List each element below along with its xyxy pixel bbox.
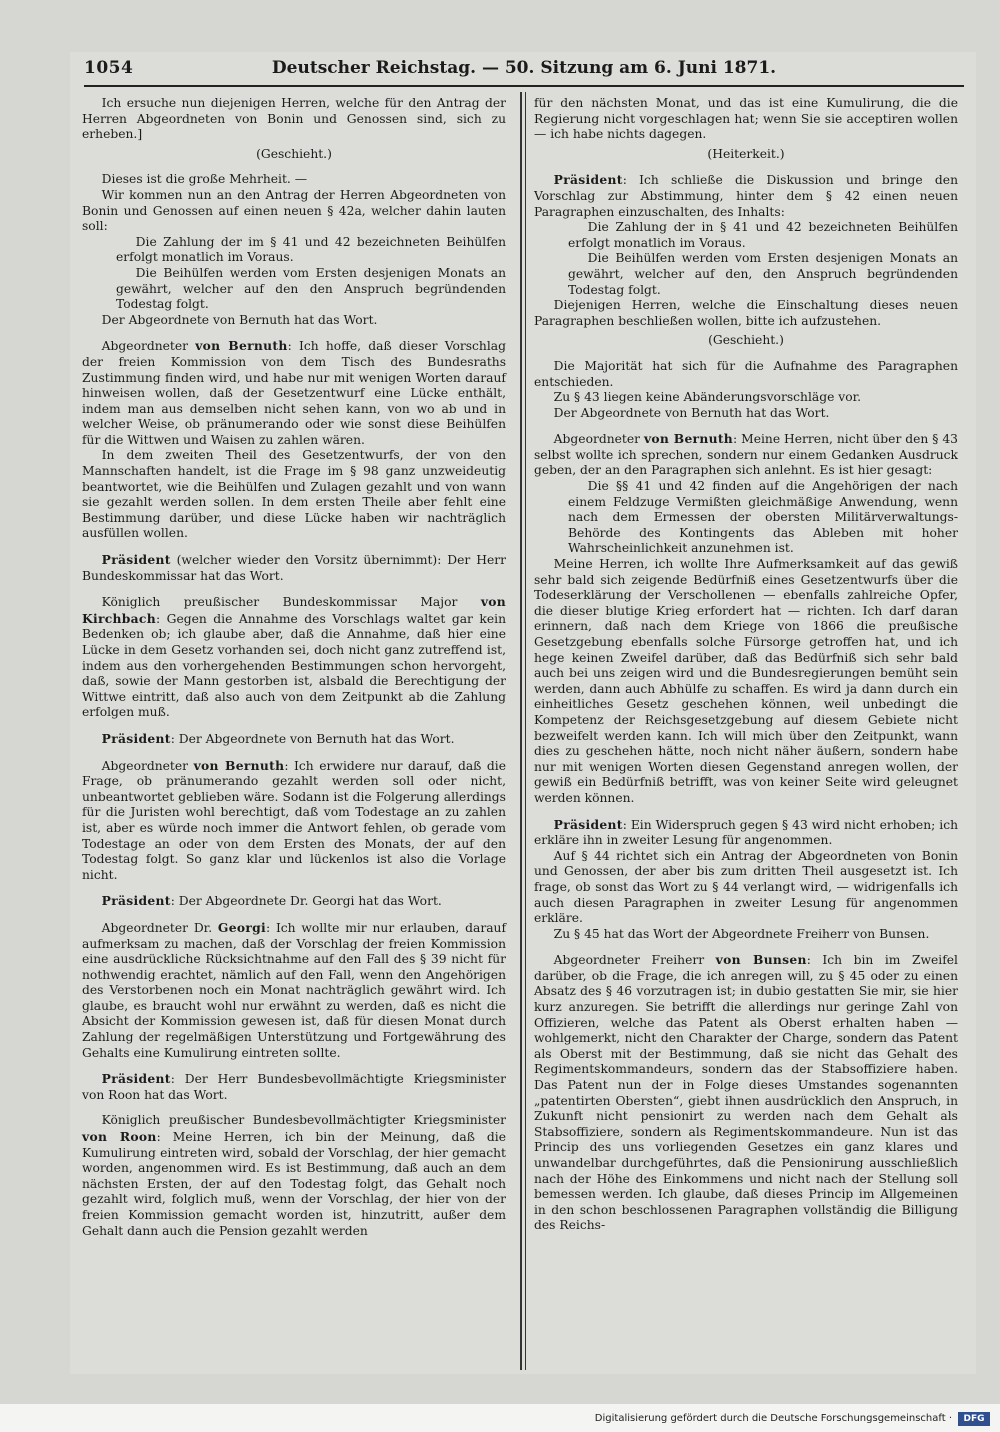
speaker-name: Präsident	[101, 552, 171, 568]
speech-text: : Meine Herren, ich bin der Meinung, daß die Kumulirung eintreten wird, sobald der Vorschlag, der hier gemacht worden, angenommen wird. Es ist Bestimmung, daß auch an dem nächsten Ersten, der auf den Todestag folgt, das Gehalt noch gezahlt wird, folglich muß, wenn der Vorschlag, der hier von der freien Kommission gemacht worden ist, hinzutritt, außer dem Gehalt dann auch die Pension gezahlt werden	[82, 1130, 506, 1238]
right-column	[534, 96, 958, 1234]
quoted-paragraph: Die Zahlung der in § 41 und 42 bezeichneten Beihülfen erfolgt monatlich im Voraus.	[568, 220, 958, 250]
speech-paragraph	[82, 920, 506, 1061]
dfg-logo: DFG	[958, 1412, 990, 1426]
speaker-name: von Bernuth	[643, 431, 734, 447]
speaker-name: Georgi	[217, 919, 266, 935]
speaker-name: Präsident	[101, 1071, 171, 1087]
speaker-title: Abgeordneter Dr.	[101, 920, 218, 935]
speaker-name: von Bernuth	[193, 757, 285, 773]
speaker-title: Abgeordneter	[101, 339, 196, 354]
header-rule	[84, 85, 964, 87]
body-paragraph: Diejenigen Herren, welche die Einschaltung dieses neuen Paragraphen beschließen wollen, bitte ich aufzustehen.	[534, 298, 958, 328]
speech-paragraph	[82, 552, 506, 584]
speech-paragraph	[82, 758, 506, 884]
stage-direction: (Geschieht.)	[708, 333, 784, 348]
body-paragraph: Der Abgeordnete von Bernuth hat das Wort.	[553, 405, 830, 420]
speech-paragraph	[534, 952, 958, 1234]
speech-text: : Der Abgeordnete Dr. Georgi hat das Wort.	[170, 894, 442, 909]
speaker-name: Präsident	[553, 816, 623, 832]
speech-text: : Ich hoffe, daß dieser Vorschlag der freien Kommission von dem Tisch des Bundesraths Zustimmung finden wird, und habe nur mit wenigen Worten darauf hinweisen wollen, daß der Gesetzentwurf eine Lücke enthält, indem man aus demselben nicht sehen kann, von wo ab und in welcher Weise, ob pränumerando oder wie sonst diese Beihülfen für die Wittwen und Waisen zu zahlen wären.	[82, 339, 506, 447]
speech-text: : Ich schließe die Diskussion und bringe den Vorschlag zur Abstimmung, hinter dem § 42 einen neuen Paragraphen einzuschalten, des Inhalts:	[534, 173, 958, 219]
speech-paragraph	[82, 1071, 506, 1103]
body-paragraph: für den nächsten Monat, und das ist eine Kumulirung, die die Regierung nicht vorgeschlagen hat; wenn Sie sie acceptiren wollen — ich habe nichts dagegen.	[534, 96, 958, 142]
speech-text: : Der Herr Bundesbevollmächtigte Kriegsminister von Roon hat das Wort.	[82, 1072, 506, 1102]
left-column	[82, 96, 506, 1239]
document-page	[70, 52, 976, 1374]
footer-credit: Digitalisierung gefördert durch die Deutsche Forschungsgemeinschaft ·	[594, 1413, 952, 1424]
quoted-paragraph: Die Beihülfen werden vom Ersten desjenigen Monats an gewährt, welcher auf den den Anspruch begründenden Todestag folgt.	[116, 265, 506, 312]
speech-paragraph	[82, 731, 506, 748]
speaker-name: Präsident	[101, 893, 171, 909]
speaker-title: Königlich preußischer Bundesbevollmächtigter Kriegsminister	[101, 1113, 506, 1128]
speech-paragraph	[82, 594, 506, 721]
speech-text: : Der Abgeordnete von Bernuth hat das Wort.	[170, 731, 455, 746]
speech-text: : Ich erwidere nur darauf, daß die Frage, ob pränumerando gezahlt werden soll oder nicht, unbeantwortet geblieben wäre. Sodann ist die Folgerung allerdings für die Juristen wohl berechtigt, daß vom Todestage an zu zahlen ist, aber es würde noch immer die Antwort fehlen, ob gerade vom Todestage an oder von dem Ersten des Monats, der auf den Todestag folgt. So ganz klar und lückenlos ist also die Vorlage nicht.	[82, 758, 507, 882]
quoted-paragraph: Die §§ 41 und 42 finden auf die Angehörigen der nach einem Feldzuge Vermißten gleichmäßige Anwendung, wenn nach dem Ermessen der obersten Militärverwaltungs-Behörde des Kontingents das Ableben mit hoher Wahrscheinlichkeit anzunehmen ist.	[568, 479, 958, 556]
column-divider	[520, 92, 526, 1370]
speaker-name: Präsident	[553, 172, 623, 188]
page-header	[84, 58, 964, 82]
body-paragraph: Ich ersuche nun diejenigen Herren, welche für den Antrag der Herren Abgeordneten von Bonin und Genossen sind, sich zu erheben.]	[82, 96, 506, 142]
quoted-paragraph: Die Zahlung der im § 41 und 42 bezeichneten Beihülfen erfolgt monatlich im Voraus.	[116, 234, 506, 265]
speaker-title: Abgeordneter	[553, 432, 644, 447]
body-paragraph: Wir kommen nun an den Antrag der Herren Abgeordneten von Bonin und Genossen auf einen neuen § 42a, welcher dahin lauten soll:	[82, 187, 506, 234]
body-paragraph: Dieses ist die große Mehrheit. —	[101, 172, 308, 187]
body-paragraph: Auf § 44 richtet sich ein Antrag der Abgeordneten von Bonin und Genossen, der aber bis zum dritten Theil ausgesetzt ist. Ich frage, ob sonst das Wort zu § 44 verlangt wird, — widrigenfalls ich auch diesen Paragraphen in zweiter Lesung für angenommen erkläre.	[534, 848, 958, 926]
speech-text: : Ich bin im Zweifel darüber, ob die Frage, die ich anregen will, zu § 45 oder zu einen Absatz des § 46 vorzutragen ist; in dubio gestatten Sie mir, sie hier kurz anzuregen. Sie betrifft die allerdings nur geringe Zahl von Offizieren, welche das Patent als Oberst erhalten haben — wohlgemerkt, nicht den Charakter der Charge, sondern das Patent als Oberst mit der Bestimmung, daß sie nicht das Gehalt des Regimentskommandeurs, sondern das der Stabsoffiziere haben. Das Patent nun der in Folge dieses Umstandes sogenannten „patentirten Obersten“, giebt ihnen ausdrücklich den Anspruch, in Zukunft nicht pensionirt zu werden nach dem Gehalt als Stabsoffiziere, sondern als Regimentskommandeure. Nun ist das Princip des uns vorliegenden Gesetzes ein ganz klares und unwandelbar durchgeführtes, daß die Pensionirung ausschließlich nach der Höhe des Einkommens und nicht nach der Stellung soll bemessen werden. Ich glaube, daß dieses Princip im Allgemeinen in den schon beschlossenen Paragraphen vollständig die Billigung des Reichs-	[534, 953, 958, 1233]
quoted-paragraph: Die Beihülfen werden vom Ersten desjenigen Monats an gewährt, welcher auf den, den Anspruch begründenden Todestag folgt.	[568, 251, 958, 297]
page-number: 1054	[84, 58, 134, 78]
speech-paragraph	[82, 338, 506, 448]
stage-direction: (Heiterkeit.)	[707, 146, 785, 161]
speaker-name: von Bernuth	[195, 338, 288, 354]
speaker-name: von Roon	[82, 1129, 157, 1145]
footer-bar	[0, 1404, 1000, 1432]
speech-text: : Ein Widerspruch gegen § 43 wird nicht erhoben; ich erkläre ihn in zweiter Lesung für angenommen.	[534, 817, 958, 848]
speaker-title: Abgeordneter Freiherr	[553, 953, 716, 968]
speech-paragraph	[534, 431, 958, 479]
body-paragraph: Die Majorität hat sich für die Aufnahme des Paragraphen entschieden.	[534, 358, 958, 389]
speaker-title: Abgeordneter	[101, 758, 194, 773]
speech-paragraph	[534, 817, 958, 849]
speech-text: : Gegen die Annahme des Vorschlags waltet gar kein Bedenken ob; ich glaube aber, daß die Annahme, daß hier eine Lücke in dem Gesetz vorhanden sei, doch nicht ganz zutreffend ist, indem aus den vorhergehenden Bestimmungen schon hervorgeht, daß, sowie der Mann gestorben ist, alsbald die Berechtigung der Wittwe eintritt, daß also auch von dem Zeitpunkt ab die Zahlung erfolgen muß.	[82, 611, 506, 720]
running-title: Deutscher Reichstag. — 50. Sitzung am 6. Juni 1871.	[271, 58, 777, 78]
speech-text: : Ich wollte mir nur erlauben, darauf aufmerksam zu machen, daß der Vorschlag der freien Kommission eine ausdrückliche Rücksichtnahme auf den Fall des § 39 nicht für nothwendig erachtet, nämlich auf den Fall, wenn den Angehörigen des Verstorbenen noch ein Monat nachträglich gewährt wird. Ich glaube, es braucht wohl nur erwähnt zu werden, daß es nicht die Absicht der Kommission gewesen ist, daß für diesen Monat durch Zahlung der regelmäßigen Unterstützung und Fortgewährung des Gehalts eine Kumulirung eintreten sollte.	[82, 920, 506, 1060]
speaker-title: Königlich preußischer Bundeskommissar Major	[101, 595, 481, 610]
body-paragraph: In dem zweiten Theil des Gesetzentwurfs, der von den Mannschaften handelt, ist die Frage im § 98 ganz unzweideutig beantwortet, wie die Beihülfen und Zulagen gezahlt und von wann sie gezahlt werden sollen. In dem ersten Theile aber fehlt eine Bestimmung darüber, und diese Lücke haben wir nachträglich ausfüllen wollen.	[82, 448, 506, 541]
speaker-name: Präsident	[101, 730, 171, 746]
body-paragraph: Der Abgeordnete von Bernuth hat das Wort.	[101, 312, 378, 327]
speech-text: : Meine Herren, nicht über den § 43 selbst wollte ich sprechen, sondern nur einem Gedanken Ausdruck geben, der an den Paragraphen sich anlehnt. Es ist hier gesagt:	[534, 432, 958, 478]
speech-paragraph	[82, 893, 506, 910]
speaker-name: von Bunsen	[715, 952, 807, 968]
body-paragraph: Zu § 43 liegen keine Abänderungsvorschläge vor.	[553, 390, 862, 405]
speech-paragraph	[534, 172, 958, 220]
speaker-name: von Kirchbach	[82, 594, 506, 626]
speech-paragraph	[82, 1113, 506, 1239]
speech-text: (welcher wieder den Vorsitz übernimmt): Der Herr Bundeskommissar hat das Wort.	[82, 553, 506, 583]
body-paragraph: Zu § 45 hat das Wort der Abgeordnete Freiherr von Bunsen.	[553, 926, 930, 941]
stage-direction: (Geschieht.)	[256, 146, 332, 161]
body-paragraph: Meine Herren, ich wollte Ihre Aufmerksamkeit auf das gewiß sehr bald sich zeigende Bedürfniß eines Gesetzentwurfs über die Todeserklärung der Verschollenen — ebenfalls zahlreiche Opfer, die dieser blutige Krieg erfordert hat — richten. Ich darf daran erinnern, daß nach dem Kriege von 1866 die preußische Gesetzgebung ebenfalls solche Fürsorge getroffen hat, und ich hege keinen Zweifel darüber, daß das Bedürfniß sich sehr bald auch bei uns zeigen wird und die Bundesregierungen bemüht sein werden, dann auch Abhülfe zu schaffen. Es wird ja dann durch ein einheitliches Gesetz geschehen können, weil unbedingt die Kompetenz der Reichsgesetzgebung auf diesem Gebiete nicht bezweifelt werden kann. Ich will mich über den Zeitpunkt, wann dies zu geschehen hätte, noch nicht näher äußern, sondern habe nur mit wenigen Worten diesen Gegenstand anregen wollen, der gewiß ein Bedürfniß betrifft, was von keiner Seite wird geleugnet werden können.	[534, 557, 958, 805]
